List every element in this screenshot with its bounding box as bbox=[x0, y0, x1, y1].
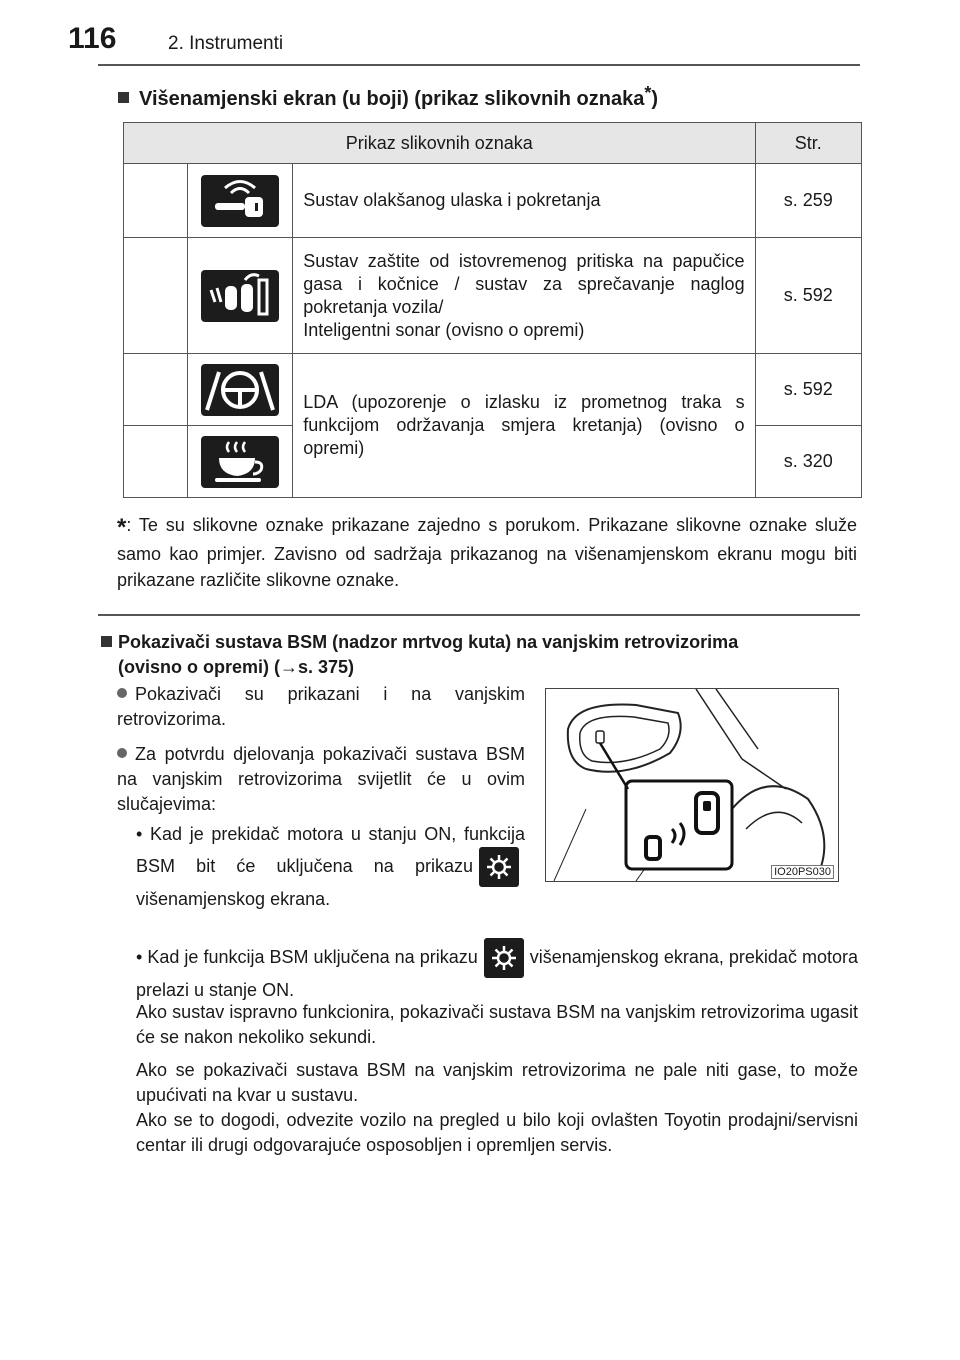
section-title-multi-display bbox=[118, 80, 658, 112]
round-bullet-icon bbox=[117, 748, 127, 758]
footnote bbox=[117, 512, 857, 593]
indicator-table bbox=[123, 122, 862, 498]
bsm-title-text: Pokazivači sustava BSM (nadzor mrtvog kuta) na vanjskim retrovizorima bbox=[118, 632, 739, 652]
section-title-text: Višenamjenski ekran (u boji) (prikaz slikovnih oznaka bbox=[139, 88, 645, 110]
title-asterisk: * bbox=[644, 83, 652, 103]
sub-bullet-dot: • bbox=[136, 824, 150, 844]
paragraph: Ako se pokazivači sustava BSM na vanjskim retrovizorima ne pale niti gase, to može upućivati na kvar u sustavu. bbox=[136, 1060, 858, 1105]
header-divider bbox=[98, 64, 860, 66]
list-item bbox=[117, 682, 525, 732]
empty-cell bbox=[124, 238, 188, 354]
column-header-page: Str. bbox=[755, 123, 861, 164]
bullet-text: višenamjenskog ekrana. bbox=[136, 889, 331, 909]
empty-cell bbox=[124, 354, 188, 426]
bsm-title-line1 bbox=[101, 630, 861, 655]
gear-settings-icon bbox=[484, 938, 524, 978]
pedal-sonar-icon bbox=[201, 270, 279, 322]
page-ref: s. 592 bbox=[755, 354, 861, 426]
table-row bbox=[124, 238, 862, 354]
bsm-title-pageref: s. 375) bbox=[298, 657, 355, 677]
row-text-line: Sustav zaštite od istovremenog pritiska na papučice gasa i kočnice / sustav za sprečavanje naglog pokretanja vozila/ bbox=[303, 250, 745, 317]
bullet-text: Kad je funkcija BSM uključena na prikazu bbox=[147, 946, 478, 967]
sub-bullet-dot: • bbox=[136, 946, 148, 967]
table-row bbox=[124, 354, 862, 426]
smart-entry-icon bbox=[201, 175, 279, 227]
list-item bbox=[117, 742, 525, 817]
paragraph: Ako sustav ispravno funkcionira, pokazivači sustava BSM na vanjskim retrovizorima ugasit će se nakon nekoliko sekundi. bbox=[136, 1002, 858, 1047]
page-ref: s. 259 bbox=[755, 164, 861, 238]
page-ref: s. 592 bbox=[755, 238, 861, 354]
table-row bbox=[124, 164, 862, 238]
section-divider bbox=[98, 614, 860, 616]
page-ref: s. 320 bbox=[755, 426, 861, 498]
list-item bbox=[136, 822, 525, 912]
bsm-title-line2 bbox=[101, 655, 861, 680]
bsm-title-part: (ovisno o opremi) ( bbox=[118, 657, 280, 677]
figure-label: IO20PS030 bbox=[771, 865, 834, 879]
table-header-row bbox=[124, 123, 862, 164]
icon-cell bbox=[188, 426, 293, 498]
coffee-cup-icon bbox=[201, 436, 279, 488]
lane-departure-icon bbox=[201, 364, 279, 416]
empty-cell bbox=[124, 426, 188, 498]
icon-cell bbox=[188, 238, 293, 354]
chapter-title: 2. Instrumenti bbox=[168, 33, 284, 54]
row-text: Sustav olakšanog ulaska i pokretanja bbox=[293, 164, 755, 238]
bullet-text: Za potvrdu djelovanja pokazivači sustava BSM na vanjskim retrovizorima svijetlit će u ovim slučajevima: bbox=[117, 744, 525, 814]
square-bullet-icon bbox=[101, 636, 112, 647]
title-close: ) bbox=[651, 88, 659, 110]
icon-cell bbox=[188, 164, 293, 238]
square-bullet-icon bbox=[118, 92, 129, 103]
gear-settings-icon bbox=[479, 847, 519, 887]
paragraph: Ako se to dogodi, odvezite vozilo na pregled u bilo koji ovlašten Toyotin prodajni/servisni centar ili drugi odgovarajuće osposobljen i opremljen servis. bbox=[136, 1110, 858, 1155]
footnote-asterisk: * bbox=[117, 514, 127, 541]
column-header-indicator: Prikaz slikovnih oznaka bbox=[124, 123, 756, 164]
list-item bbox=[136, 938, 858, 1003]
footnote-text: : Te su slikovne oznake prikazane zajedno s porukom. Prikazane slikovne oznake služe samo kao primjer. Zavisno od sadržaja prikazanog na višenamjenskom ekranu mogu biti prikazane različite slikovne oznake. bbox=[117, 515, 857, 590]
page-number: 116 bbox=[68, 22, 117, 55]
row-text-line: Inteligentni sonar (ovisno o opremi) bbox=[303, 319, 585, 340]
mirror-illustration bbox=[545, 688, 839, 882]
bullet-text: Kad je prekidač motora u stanju ON, funkcija BSM bit će uključena na prikazu bbox=[136, 824, 525, 876]
bullet-text: višenamjenskog ekrana, prekidač motora prelazi u stanje ON. bbox=[136, 946, 858, 1000]
round-bullet-icon bbox=[117, 688, 127, 698]
empty-cell bbox=[124, 164, 188, 238]
arrow-icon: → bbox=[280, 657, 298, 677]
section-title-bsm bbox=[101, 630, 861, 680]
row-text: LDA (upozorenje o izlasku iz prometnog traka s funkcijom održavanja smjera kretanja) (ovisno o opremi) bbox=[293, 354, 755, 498]
bullet-text: Pokazivači su prikazani i na vanjskim retrovizorima. bbox=[117, 684, 525, 729]
row-text bbox=[293, 238, 755, 354]
icon-cell bbox=[188, 354, 293, 426]
